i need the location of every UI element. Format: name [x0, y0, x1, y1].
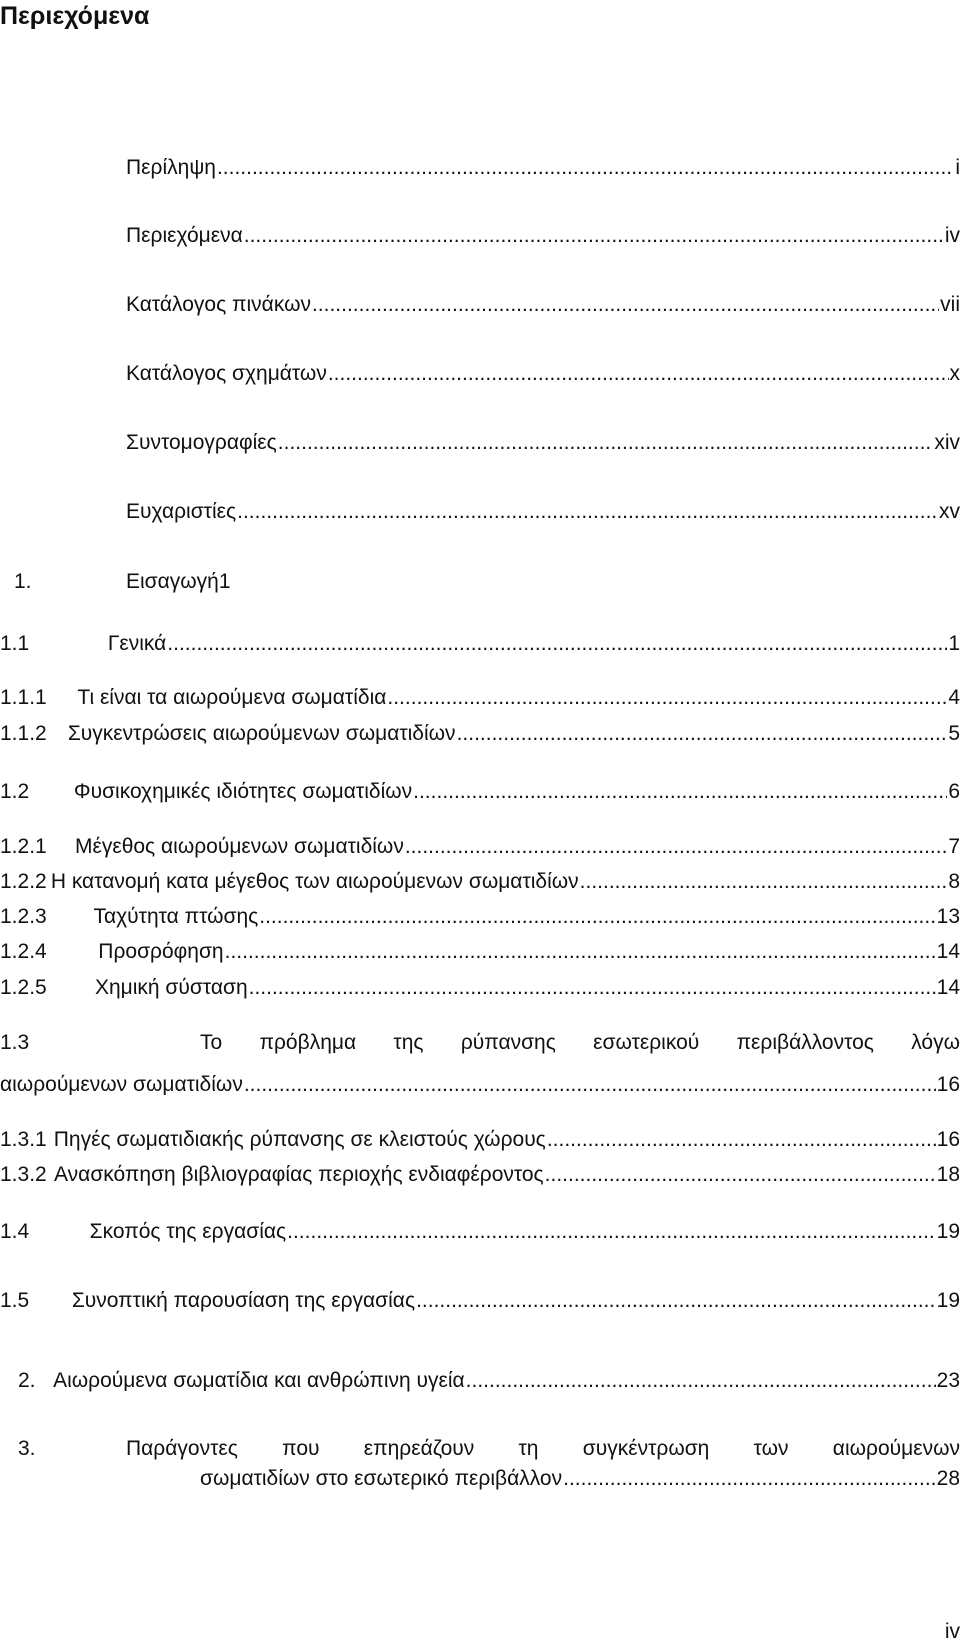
toc-entry-page: xiv: [934, 431, 960, 454]
title-word: συγκέντρωση: [582, 1437, 710, 1460]
toc-entry-title: Αιωρούμενα σωματίδια και ανθρώπινη υγεία: [53, 1369, 465, 1392]
toc-section-1-2-3[interactable]: [0, 904, 960, 930]
toc-entry-page: 23: [936, 1369, 960, 1392]
toc-section-1-3-cont[interactable]: [0, 1072, 960, 1098]
toc-entry-page: 6: [948, 780, 960, 803]
toc-section-1-2-5[interactable]: [0, 975, 960, 1001]
title-word: εσωτερικού: [593, 1031, 700, 1054]
dot-leader: [545, 1162, 936, 1188]
toc-entry-number: 1.: [14, 570, 32, 593]
toc-entry-list-of-tables[interactable]: [126, 292, 960, 318]
dot-leader: [547, 1127, 936, 1153]
toc-entry-number: 2.: [18, 1369, 36, 1392]
toc-entry-number: 1.2.2: [0, 870, 47, 893]
toc-entry-title: Φυσικοχημικές ιδιότητες σωματιδίων: [73, 780, 413, 803]
dot-leader: [167, 631, 947, 657]
toc-entry-page: 1: [218, 570, 231, 593]
dot-leader: [278, 430, 934, 456]
dot-leader: [312, 292, 939, 318]
toc-entry-number: 1.3: [0, 1031, 30, 1054]
dot-leader: [217, 155, 954, 181]
title-word: ρύπανσης: [460, 1031, 556, 1054]
toc-entry-number: 1.2.3: [0, 905, 47, 928]
toc-section-1-3[interactable]: [0, 1030, 960, 1056]
toc-entry-title: Κατάλογος σχημάτων: [126, 362, 327, 385]
toc-section-1-1[interactable]: [0, 631, 960, 657]
toc-entry-title: Ανασκόπηση βιβλιογραφίας περιοχής ενδιαφέροντος: [54, 1163, 544, 1186]
toc-section-1-4[interactable]: [0, 1219, 960, 1245]
toc-section-1-2-2[interactable]: [0, 869, 960, 895]
toc-section-1-5[interactable]: [0, 1288, 960, 1314]
toc-entry-title: Εισαγωγή: [126, 570, 219, 593]
toc-entry-title: Συντομογραφίες: [126, 431, 277, 454]
toc-entry-page: 1: [948, 632, 960, 655]
title-word: επηρεάζουν: [363, 1437, 475, 1460]
toc-heading: Περιεχόμενα: [0, 2, 150, 30]
dot-leader: [405, 834, 947, 860]
title-word: περιβάλλοντος: [736, 1031, 874, 1054]
toc-entry-title: Η κατανομή κατα μέγεθος των αιωρούμενων σωματιδίων: [50, 870, 579, 893]
toc-entry-page: 8: [948, 870, 960, 893]
toc-chapter-3-cont[interactable]: [200, 1466, 960, 1492]
toc-entry-page: iv: [944, 224, 960, 247]
toc-section-1-2[interactable]: [0, 779, 960, 805]
toc-entry-title: [200, 1030, 960, 1056]
toc-section-1-2-1[interactable]: [0, 834, 960, 860]
toc-chapter-1[interactable]: [14, 569, 231, 595]
toc-entry-page: 19: [936, 1220, 960, 1243]
dot-leader: [457, 721, 948, 747]
title-word: της: [393, 1031, 424, 1054]
dot-leader: [225, 939, 936, 965]
toc-entry-acknowledgements[interactable]: [126, 499, 960, 525]
dot-leader: [466, 1368, 936, 1394]
toc-entry-title: Συνοπτική παρουσίαση της εργασίας: [71, 1289, 416, 1312]
title-word: τη: [518, 1437, 539, 1460]
toc-section-1-3-2[interactable]: [0, 1162, 960, 1188]
toc-entry-summary[interactable]: [126, 155, 960, 181]
toc-entry-title: Περιεχόμενα: [126, 224, 243, 247]
toc-entry-title-cont: αιωρούμενων σωματιδίων: [0, 1073, 243, 1096]
toc-entry-number: 1.3.1: [0, 1128, 47, 1151]
dot-leader: [387, 685, 947, 711]
toc-entry-list-of-figures[interactable]: [126, 361, 960, 387]
toc-entry-title: Ταχύτητα πτώσης: [93, 905, 259, 928]
toc-entry-number: 1.4: [0, 1220, 30, 1243]
toc-entry-number: 1.3.2: [0, 1163, 47, 1186]
dot-leader: [416, 1288, 936, 1314]
title-word: Το: [200, 1031, 223, 1054]
toc-entry-title: Χημική σύσταση: [94, 976, 248, 999]
toc-entry-number: 1.1.2: [0, 722, 47, 745]
title-word: πρόβλημα: [259, 1031, 357, 1054]
dot-leader: [244, 223, 944, 249]
toc-entry-page: 4: [948, 686, 960, 709]
toc-entry-page: 14: [936, 940, 960, 963]
toc-entry-number: 1.2.4: [0, 940, 47, 963]
toc-entry-title: Μέγεθος αιωρούμενων σωματιδίων: [74, 835, 404, 858]
toc-entry-title: Προσρόφηση: [98, 940, 224, 963]
toc-entry-page: 28: [936, 1467, 960, 1490]
toc-chapter-2[interactable]: [18, 1368, 960, 1394]
toc-entry-title: Συγκεντρώσεις αιωρούμενων σωματιδίων: [67, 722, 456, 745]
page-number: iv: [944, 1620, 960, 1643]
dot-leader: [237, 499, 938, 525]
dot-leader: [287, 1219, 936, 1245]
toc-entry-page: 5: [948, 722, 960, 745]
toc-entry-title: Τι είναι τα αιωρούμενα σωματίδια: [77, 686, 387, 709]
title-word: των: [753, 1437, 789, 1460]
toc-entry-page: i: [955, 156, 960, 179]
toc-entry-title: Κατάλογος πινάκων: [126, 293, 311, 316]
toc-entry-number: 1.5: [0, 1289, 30, 1312]
title-word: Παράγοντες: [126, 1437, 238, 1460]
toc-entry-page: 16: [936, 1073, 960, 1096]
toc-entry-title: Γενικά: [107, 632, 167, 655]
toc-entry-page: x: [949, 362, 960, 385]
toc-entry-title: Περίληψη: [126, 156, 216, 179]
toc-entry-page: 19: [936, 1289, 960, 1312]
toc-chapter-3[interactable]: [18, 1436, 960, 1462]
toc-entry-title: Πηγές σωματιδιακής ρύπανσης σε κλειστούς χώρους: [53, 1128, 546, 1151]
toc-entry-title: Σκοπός της εργασίας: [89, 1220, 287, 1243]
dot-leader: [580, 869, 948, 895]
dot-leader: [249, 975, 936, 1001]
toc-entry-number: 3.: [18, 1437, 36, 1460]
toc-entry-abbreviations[interactable]: [126, 430, 960, 456]
toc-section-1-1-1[interactable]: [0, 685, 960, 711]
toc-entry-page: 14: [936, 976, 960, 999]
toc-entry-title: Ευχαριστίες: [126, 500, 237, 523]
toc-entry-contents[interactable]: [126, 223, 960, 249]
dot-leader: [244, 1072, 936, 1098]
toc-entry-number: 1.2.5: [0, 976, 47, 999]
toc-entry-page: vii: [940, 293, 960, 316]
dot-leader: [413, 779, 947, 805]
dot-leader: [563, 1466, 936, 1492]
title-word: λόγω: [911, 1031, 960, 1054]
toc-section-1-1-2[interactable]: [0, 721, 960, 747]
title-word: που: [282, 1437, 320, 1460]
toc-entry-title: [126, 1436, 960, 1462]
toc-entry-page: 7: [948, 835, 960, 858]
dot-leader: [328, 361, 949, 387]
toc-entry-page: 13: [936, 905, 960, 928]
toc-entry-title-cont: σωματιδίων στο εσωτερικό περιβάλλον: [200, 1467, 563, 1490]
toc-entry-page: 16: [936, 1128, 960, 1151]
toc-entry-number: 1.1: [0, 632, 30, 655]
dot-leader: [259, 904, 935, 930]
toc-entry-number: 1.2.1: [0, 835, 47, 858]
title-word: αιωρούμενων: [832, 1437, 960, 1460]
toc-section-1-2-4[interactable]: [0, 939, 960, 965]
toc-entry-number: 1.2: [0, 780, 30, 803]
toc-entry-page: 18: [936, 1163, 960, 1186]
toc-entry-number: 1.1.1: [0, 686, 47, 709]
toc-section-1-3-1[interactable]: [0, 1127, 960, 1153]
toc-entry-page: xv: [939, 500, 960, 523]
